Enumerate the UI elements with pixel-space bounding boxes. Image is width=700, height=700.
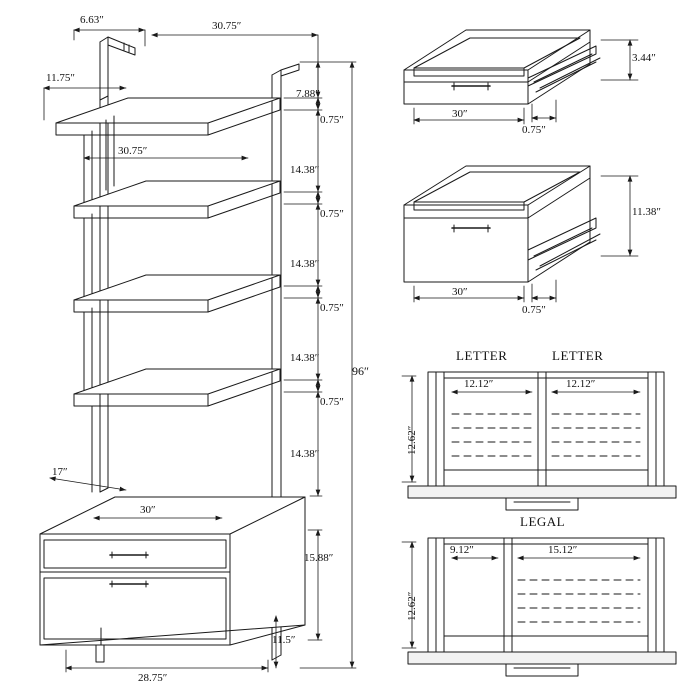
- dim-large-drawer-thickness: 0.75″: [522, 304, 546, 316]
- letter-caption-right: LETTER: [552, 348, 604, 363]
- dim-base-width: 28.75″: [138, 672, 168, 684]
- dim-shelf-gap-4: 14.38″: [290, 448, 320, 460]
- shelf-1: [56, 98, 280, 135]
- dim-small-drawer-width: 30″: [452, 108, 468, 120]
- cabinet-foot: [96, 645, 104, 662]
- dim-letter-bay-right: 12.12″: [566, 378, 596, 390]
- dim-small-drawer-thickness: 0.75″: [522, 124, 546, 136]
- dim-shelf-width: 30.75″: [118, 145, 148, 157]
- dim-large-drawer-height: 11.38″: [632, 206, 661, 218]
- dim-upper-frame-depth: 11.75″: [46, 72, 75, 84]
- dim-legal-bay-right: 15.12″: [548, 544, 578, 556]
- dim-depth-top: 6.63″: [80, 14, 104, 26]
- dim-shelf-gap-2: 14.38″: [290, 258, 320, 270]
- dim-width-top-rail: 30.75″: [212, 20, 242, 32]
- dim-overall-height: 96″: [352, 364, 369, 378]
- dim-cabinet-depth: 17″: [52, 466, 68, 478]
- shelf-2: [74, 181, 280, 218]
- dim-shelf-gap-3: 14.38″: [290, 352, 320, 364]
- dim-cabinet-width: 30″: [140, 504, 156, 516]
- large-drawer-detail-view: [404, 166, 638, 302]
- shelf-3: [74, 275, 280, 312]
- letter-caption-left: LETTER: [456, 348, 508, 363]
- dim-legal-bay-left: 9.12″: [450, 544, 474, 556]
- dim-legal-depth: 12.62″: [406, 591, 418, 621]
- dim-letter-bay-left: 12.12″: [464, 378, 494, 390]
- dim-shelf-thickness-3: 0.75″: [320, 302, 344, 314]
- shelf-4: [74, 369, 280, 406]
- dim-letter-depth: 12.62″: [406, 425, 418, 455]
- letter-plan-view: [402, 372, 676, 510]
- dim-top-shelf-gap: 7.88″: [296, 88, 320, 100]
- dim-shelf-thickness-1: 0.75″: [320, 114, 344, 126]
- legal-plan-view: [402, 538, 676, 676]
- dim-shelf-thickness-4: 0.75″: [320, 396, 344, 408]
- legal-caption: LEGAL: [520, 514, 566, 529]
- drawer-cabinet: [40, 497, 305, 645]
- dim-leg-height: 11.5″: [272, 634, 296, 646]
- dim-cabinet-height: 15.88″: [304, 552, 334, 564]
- dim-large-drawer-width: 30″: [452, 286, 468, 298]
- top-bracket: [100, 37, 135, 100]
- dim-shelf-gap-1: 14.38″: [290, 164, 320, 176]
- dim-small-drawer-height: 3.44″: [632, 52, 656, 64]
- dim-shelf-thickness-2: 0.75″: [320, 208, 344, 220]
- small-drawer-detail-view: [404, 30, 638, 124]
